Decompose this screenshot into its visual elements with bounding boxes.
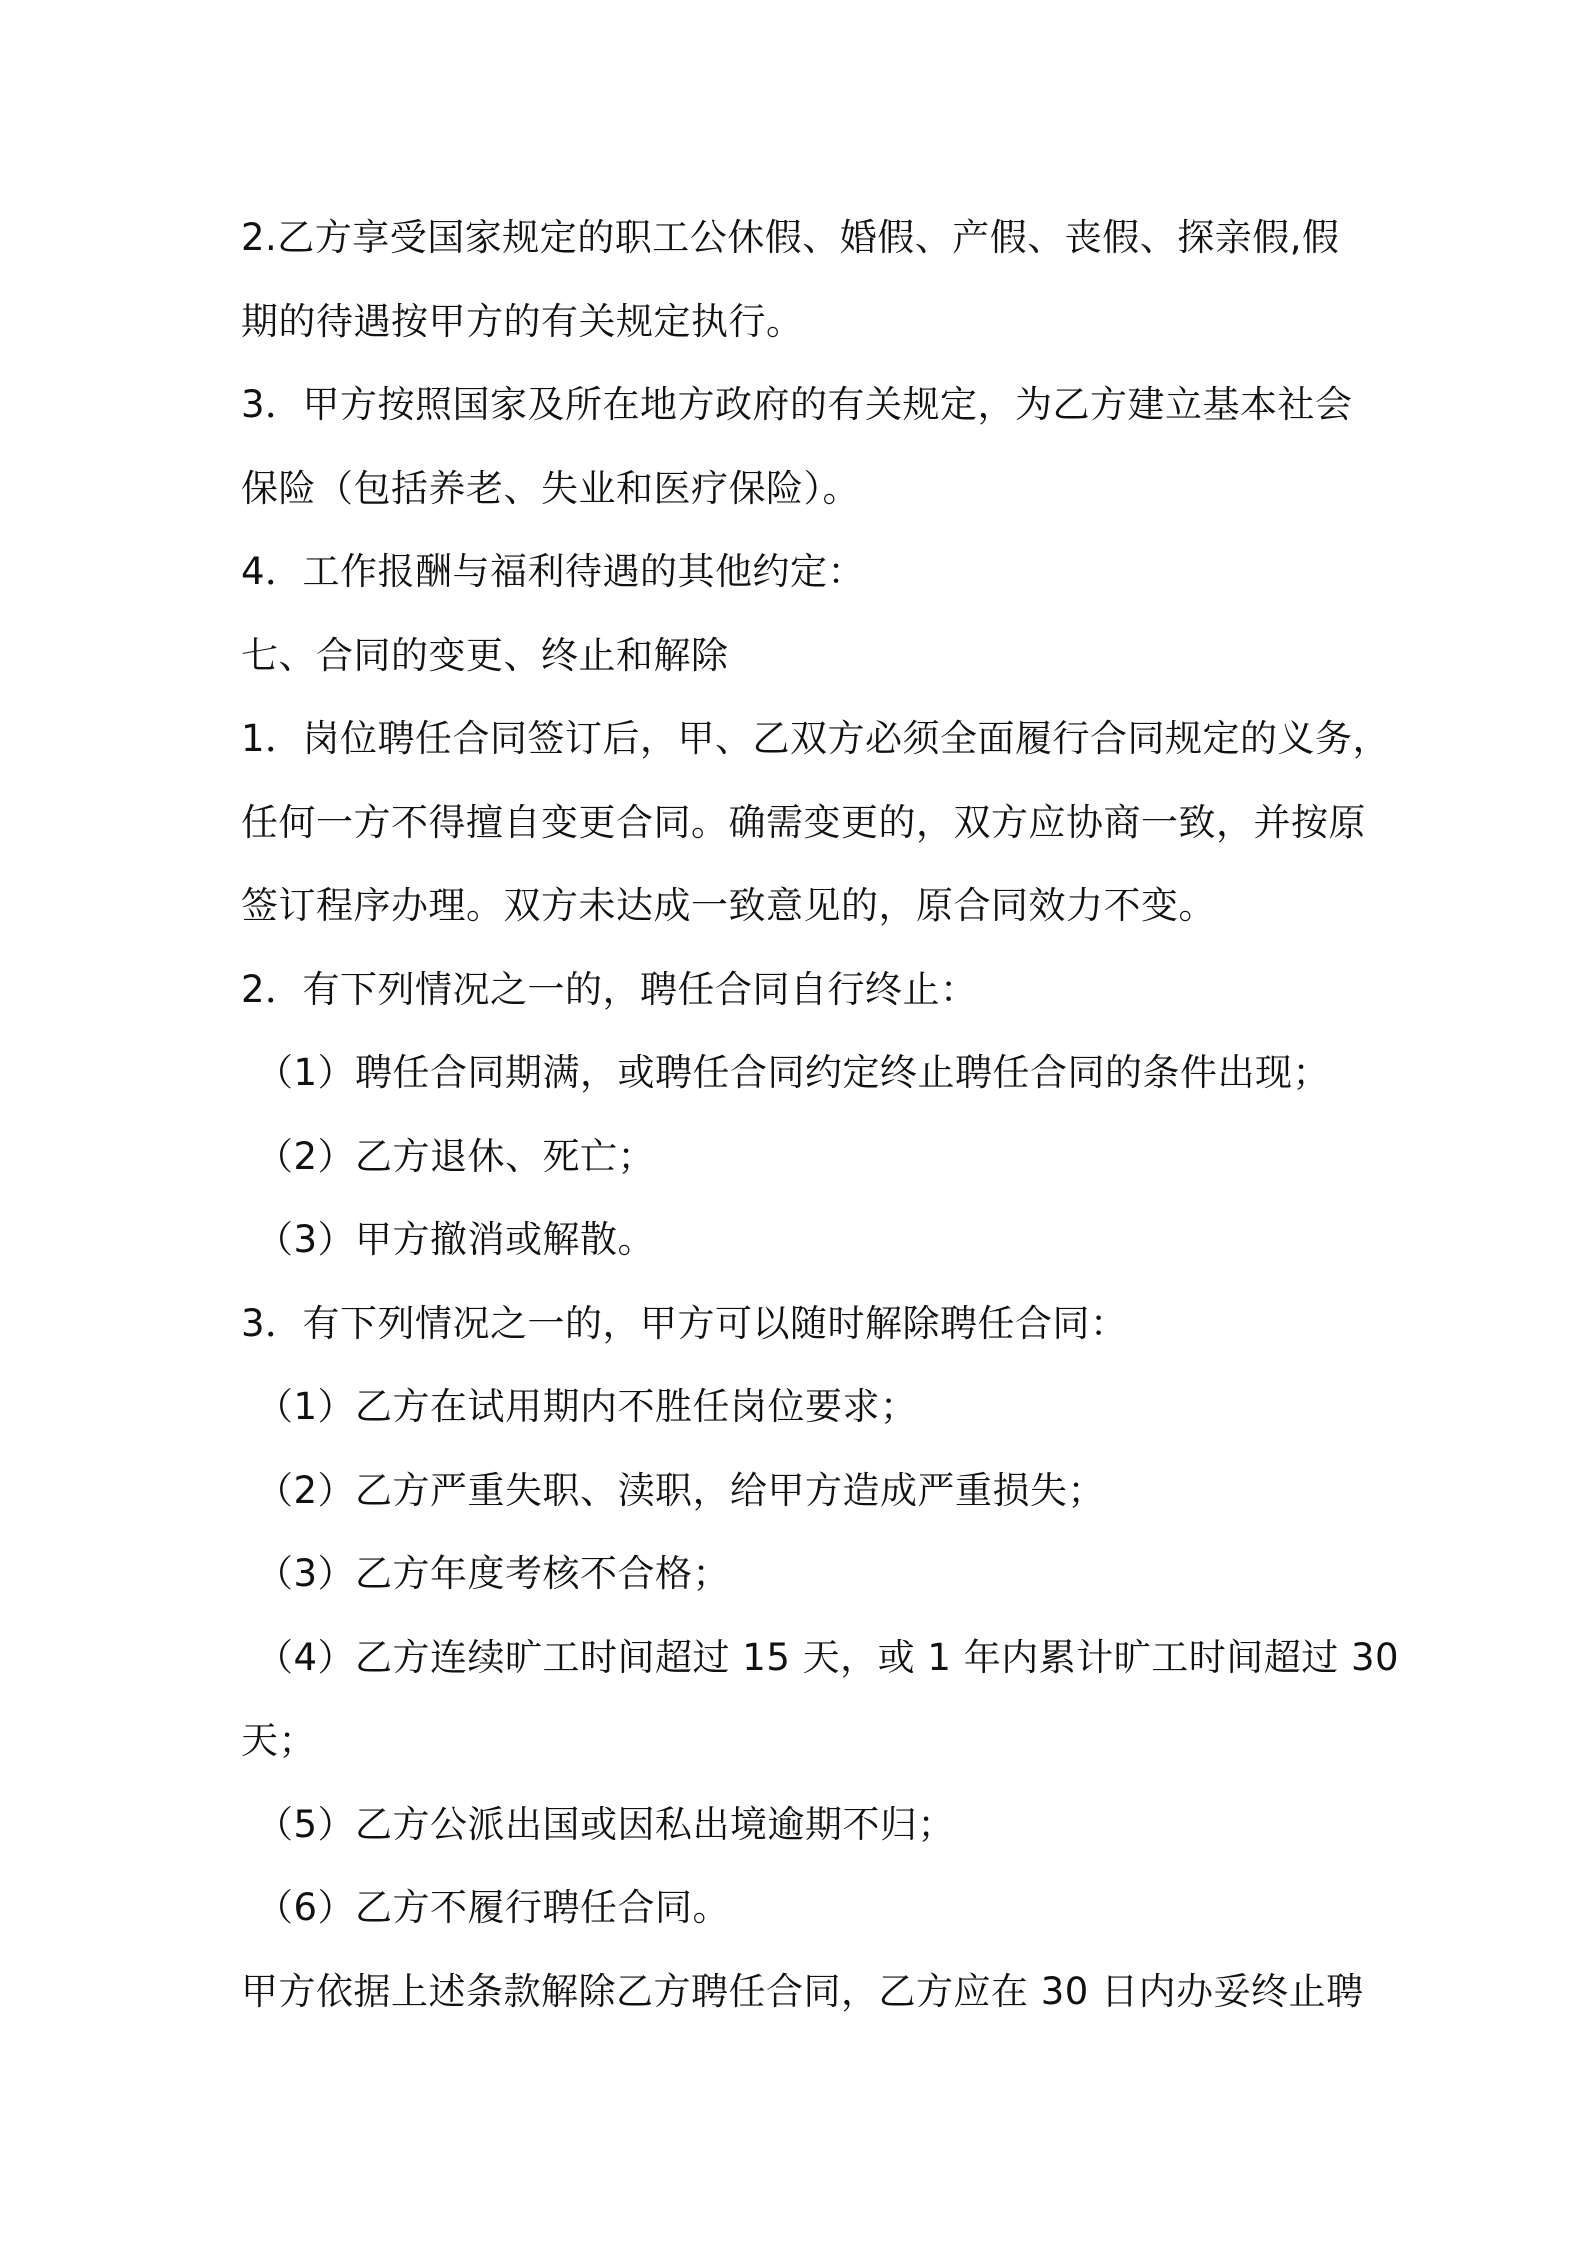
list-item: （6）乙方不履行聘任合同。 — [256, 1886, 731, 1929]
text-line: 期的待遇按甲方的有关规定执行。 — [241, 299, 804, 343]
list-item: （1）乙方在试用期内不胜任岗位要求； — [256, 1385, 918, 1428]
text-line: 2.乙方享受国家规定的职工公休假、婚假、产假、丧假、探亲假,假 — [241, 216, 1340, 259]
document-body — [241, 196, 1400, 2033]
list-item: （2）乙方严重失职、渎职，给甲方造成严重损失； — [256, 1468, 1106, 1512]
list-item: （4）乙方连续旷工时间超过 15 天，或 1 年内累计旷工时间超过 30 — [256, 1635, 1400, 1679]
text-line: 3．有下列情况之一的，甲方可以随时解除聘任合同： — [241, 1301, 1128, 1345]
text-line: 天； — [241, 1719, 316, 1762]
text-line: 签订程序办理。双方未达成一致意见的，原合同效力不变。 — [241, 884, 1216, 927]
text-line: 3．甲方按照国家及所在地方政府的有关规定，为乙方建立基本社会 — [241, 383, 1353, 426]
list-item: （2）乙方退休、死亡； — [256, 1134, 656, 1178]
section-heading: 七、合同的变更、终止和解除 — [241, 633, 729, 677]
text-line: 保险（包括养老、失业和医疗保险）。 — [241, 466, 860, 510]
list-item: （3）甲方撤消或解散。 — [256, 1218, 656, 1261]
list-item: （1）聘任合同期满，或聘任合同约定终止聘任合同的条件出现； — [256, 1051, 1331, 1094]
text-line: 2．有下列情况之一的，聘任合同自行终止： — [241, 967, 978, 1011]
list-item: （3）乙方年度考核不合格； — [256, 1552, 731, 1595]
text-line: 1．岗位聘任合同签订后，甲、乙双方必须全面履行合同规定的义务， — [241, 717, 1391, 760]
text-line: 4．工作报酬与福利待遇的其他约定： — [241, 550, 866, 593]
text-line: 任何一方不得擅自变更合同。确需变更的，双方应协商一致，并按原 — [241, 800, 1366, 844]
text-line: 甲方依据上述条款解除乙方聘任合同，乙方应在 30 日内办妥终止聘 — [241, 1969, 1364, 2013]
list-item: （5）乙方公派出国或因私出境逾期不归； — [256, 1802, 956, 1846]
